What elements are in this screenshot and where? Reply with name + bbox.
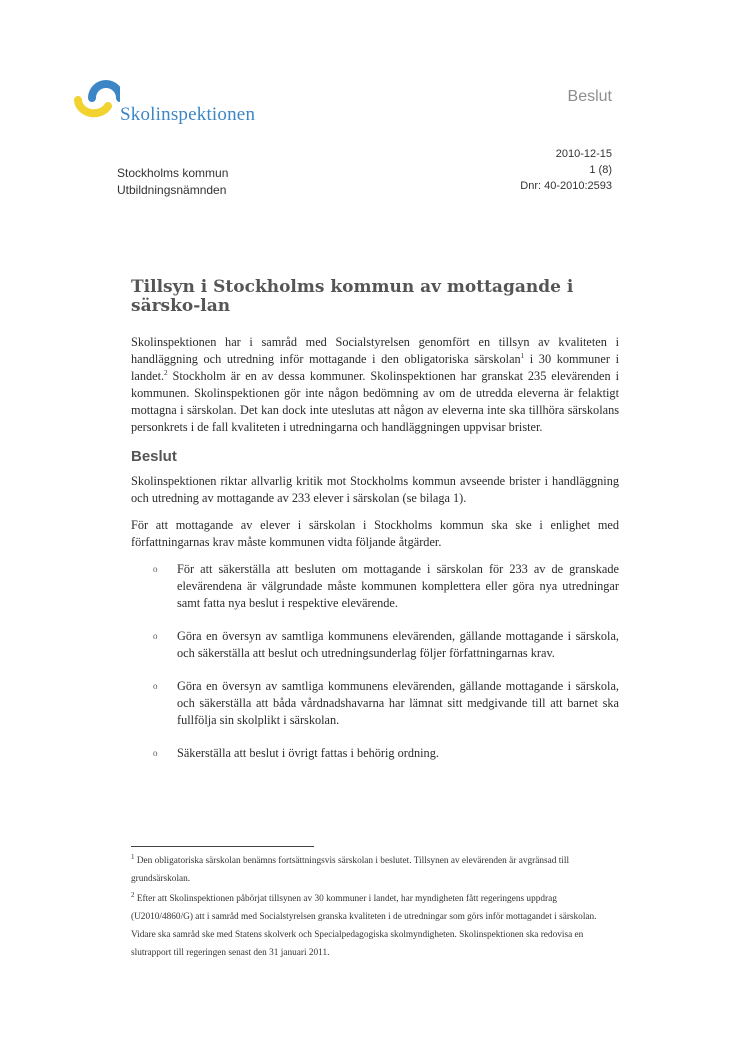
list-item xyxy=(131,678,619,729)
footnote-divider xyxy=(131,846,314,847)
document-title: Tillsyn i Stockholms kommun av mottagande i särsko-lan xyxy=(131,277,574,316)
page-number: 1 (8) xyxy=(589,164,612,176)
document-body xyxy=(131,334,619,778)
decision-paragraph-1: Skolinspektionen riktar allvarlig kritik mot Stockholms kommun avseende brister i handläggning och utredning av mottagande av 233 elever i särskolan (se bilaga 1). xyxy=(131,474,619,505)
list-item xyxy=(131,628,619,662)
footnotes xyxy=(131,852,621,964)
list-item xyxy=(131,561,619,612)
intro-text-3: Stockholm är en av dessa kommuner. Skolinspektionen har granskat 235 elevärenden i kommunen. Skolinspektionen gör inte någon bedömning av om de utredda eleverna är felaktigt mottagna i särskolan. Det kan dock inte uteslutas att någon av eleverna inte ska tillhöra särskolans personkrets i de fall kvaliteten i utredningarna och handläggningen uppvisar brister. xyxy=(131,369,619,434)
decision-paragraph-2: För att mottagande av elever i särskolan i Stockholms kommun ska ske i enlighet med författningarnas krav måste kommunen vidta följande åtgärder. xyxy=(131,518,619,549)
bullet-icon: o xyxy=(153,564,158,574)
logo-text: Skolinspektionen xyxy=(120,104,256,125)
intro-text-1: Skolinspektionen har i samråd med Socialstyrelsen genomfört en tillsyn av kvaliteten i handläggning och utredning inför mottagande i den obligatoriska särskolan xyxy=(131,335,619,366)
footnote-number: 1 xyxy=(131,852,135,861)
logo-mark-icon xyxy=(74,78,120,126)
bullet-icon: o xyxy=(153,681,158,691)
intro-paragraph xyxy=(131,334,619,436)
footnote-ref-1[interactable]: 1 xyxy=(520,351,525,360)
recipient-board: Utbildningsnämnden xyxy=(117,183,227,197)
bullet-icon: o xyxy=(153,631,158,641)
section-heading-beslut: Beslut xyxy=(131,448,177,465)
document-meta xyxy=(520,146,612,194)
list-item-text: Göra en översyn av samtliga kommunens elevärenden, gällande mottagande i särskola, och säkerställa att båda vårdnadshavarna har lämnat sitt medgivande till att barnet ska fullfölja sin skolplikt i särskolan. xyxy=(177,679,619,727)
recipient xyxy=(117,165,228,199)
list-item-text: Säkerställa att beslut i övrigt fattas i behörig ordning. xyxy=(177,746,439,760)
footnote-2 xyxy=(131,890,621,962)
recipient-municipality: Stockholms kommun xyxy=(117,166,229,180)
document-date: 2010-12-15 xyxy=(555,148,612,160)
skolinspektionen-logo xyxy=(74,78,294,130)
diary-number: Dnr: 40-2010:2593 xyxy=(520,180,612,192)
footnote-text: Efter att Skolinspektionen påbörjat tillsynen av 30 kommuner i landet, har myndigheten fått regeringens uppdrag (U2010/4860/G) att i samråd med Socialstyrelsen granska kvaliteten i de utredningar som görs inför mottagandet i särskolan. Vidare ska samråd ske med Statens skolverk och Specialpedagogiska skolmyndigheten. Skolinspektionen ska redovisa en slutrapport till regeringen senast den 31 januari 2011. xyxy=(131,894,597,958)
intro-text-2: i 30 kommuner i landet. xyxy=(131,352,619,383)
list-item xyxy=(131,745,619,762)
document-type: Beslut xyxy=(567,88,612,105)
bullet-icon: o xyxy=(153,748,158,758)
list-item-text: För att säkerställa att besluten om mottagande i särskolan för 233 av de granskade elevärendena är välgrundade måste kommunen komplettera eller göra nya utredningar samt fatta nya beslut i respektive elevärende. xyxy=(177,562,619,610)
footnote-ref-2[interactable]: 2 xyxy=(164,368,168,377)
action-list xyxy=(131,561,619,762)
footnote-1 xyxy=(131,852,621,888)
footnote-text: Den obligatoriska särskolan benämns fortsättningsvis särskolan i beslutet. Tillsynen av elevärenden är avgränsad till grundsärskolan. xyxy=(131,856,570,884)
footnote-number: 2 xyxy=(131,890,135,899)
list-item-text: Göra en översyn av samtliga kommunens elevärenden, gällande mottagande i särskola, och säkerställa att beslut och utredningsunderlag följer författningarnas krav. xyxy=(177,629,619,660)
